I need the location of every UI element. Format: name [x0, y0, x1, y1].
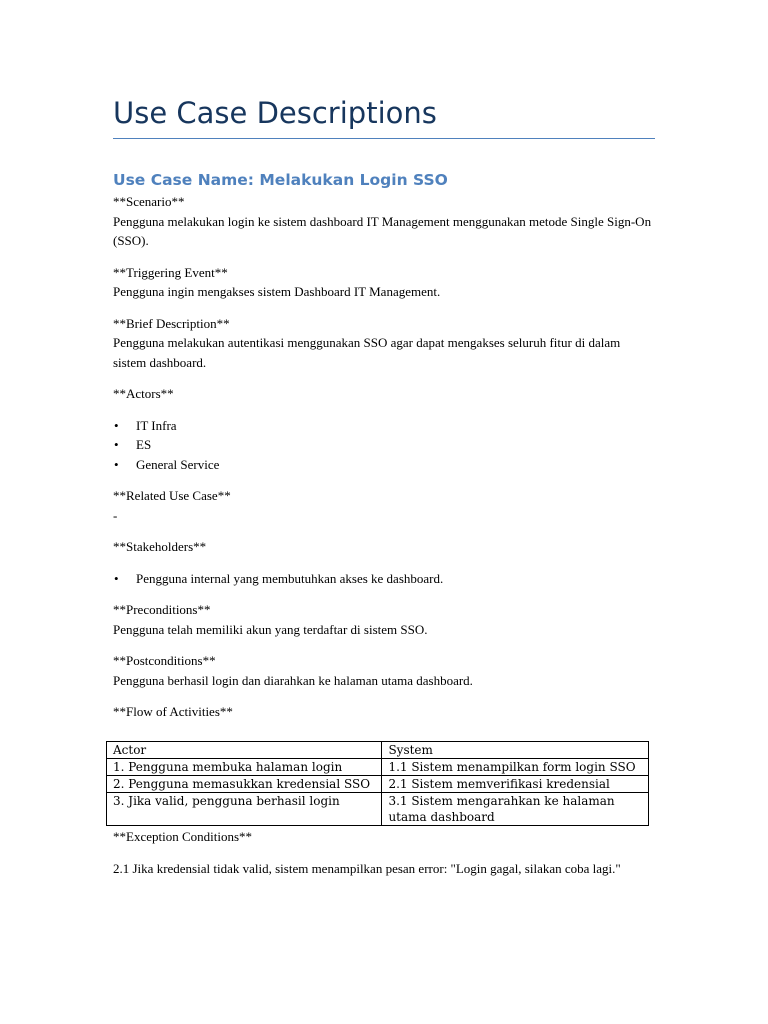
bullet-icon: •	[114, 456, 119, 472]
table-cell-actor: 2. Pengguna memasukkan kredensial SSO	[107, 776, 382, 793]
table-header-system: System	[382, 742, 649, 759]
brief-description-text: Pengguna melakukan autentikasi menggunakan SSO agar dapat mengakses seluruh fitur di dalam sistem dashboard.	[113, 335, 621, 370]
table-row	[107, 759, 649, 776]
table-row	[107, 793, 649, 826]
table-cell-system: 1.1 Sistem menampilkan form login SSO	[382, 759, 649, 776]
bullet-icon: •	[114, 417, 119, 433]
list-item	[113, 416, 655, 436]
actor-name: General Service	[136, 456, 220, 472]
stakeholder-text: Pengguna internal yang membutuhkan akses ke dashboard.	[136, 570, 444, 586]
actors-list	[113, 416, 655, 475]
list-item	[113, 569, 655, 589]
bullet-icon: •	[114, 570, 119, 586]
triggering-event-label: **Triggering Event**	[113, 264, 228, 280]
stakeholders-list	[113, 569, 655, 589]
document-body	[113, 92, 655, 722]
stakeholders-label: **Stakeholders**	[113, 539, 207, 554]
exception-section	[113, 827, 655, 878]
use-case-heading: Use Case Name: Melakukan Login SSO	[113, 171, 448, 189]
brief-description-label: **Brief Description**	[113, 315, 230, 331]
actors-label: **Actors**	[113, 386, 174, 401]
table-header-row	[107, 742, 649, 759]
bullet-icon: •	[114, 437, 119, 452]
list-item	[113, 435, 655, 455]
postconditions-label: **Postconditions**	[113, 653, 216, 668]
preconditions-label: **Preconditions**	[113, 602, 211, 617]
table-cell-system: 3.1 Sistem mengarahkan ke halaman utama dashboard	[382, 793, 649, 826]
table-row	[107, 776, 649, 793]
table-cell-actor: 3. Jika valid, pengguna berhasil login	[107, 793, 382, 826]
actor-name: IT Infra	[136, 417, 177, 433]
flow-of-activities-table	[106, 741, 649, 826]
page-title: Use Case Descriptions	[113, 92, 655, 139]
actor-name: ES	[136, 437, 152, 452]
preconditions-text: Pengguna telah memiliki akun yang terdaftar di sistem SSO.	[113, 621, 428, 637]
related-use-case-text: -	[113, 507, 118, 523]
scenario-text: Pengguna melakukan login ke sistem dashboard IT Management menggunakan metode Single Sign-On (SSO).	[113, 213, 652, 248]
table-header-actor: Actor	[107, 742, 382, 759]
table-cell-actor: 1. Pengguna membuka halaman login	[107, 759, 382, 776]
list-item	[113, 455, 655, 475]
exception-conditions-label: **Exception Conditions**	[113, 829, 253, 844]
flow-of-activities-label: **Flow of Activities**	[113, 704, 233, 719]
table-cell-system: 2.1 Sistem memverifikasi kredensial	[382, 776, 649, 793]
postconditions-text: Pengguna berhasil login dan diarahkan ke halaman utama dashboard.	[113, 672, 473, 688]
exception-conditions-text: 2.1 Jika kredensial tidak valid, sistem menampilkan pesan error: "Login gagal, silakan coba lagi."	[113, 860, 621, 876]
triggering-event-text: Pengguna ingin mengakses sistem Dashboard IT Management.	[113, 284, 441, 299]
scenario-label: **Scenario**	[113, 194, 185, 209]
related-use-case-label: **Related Use Case**	[113, 488, 231, 503]
